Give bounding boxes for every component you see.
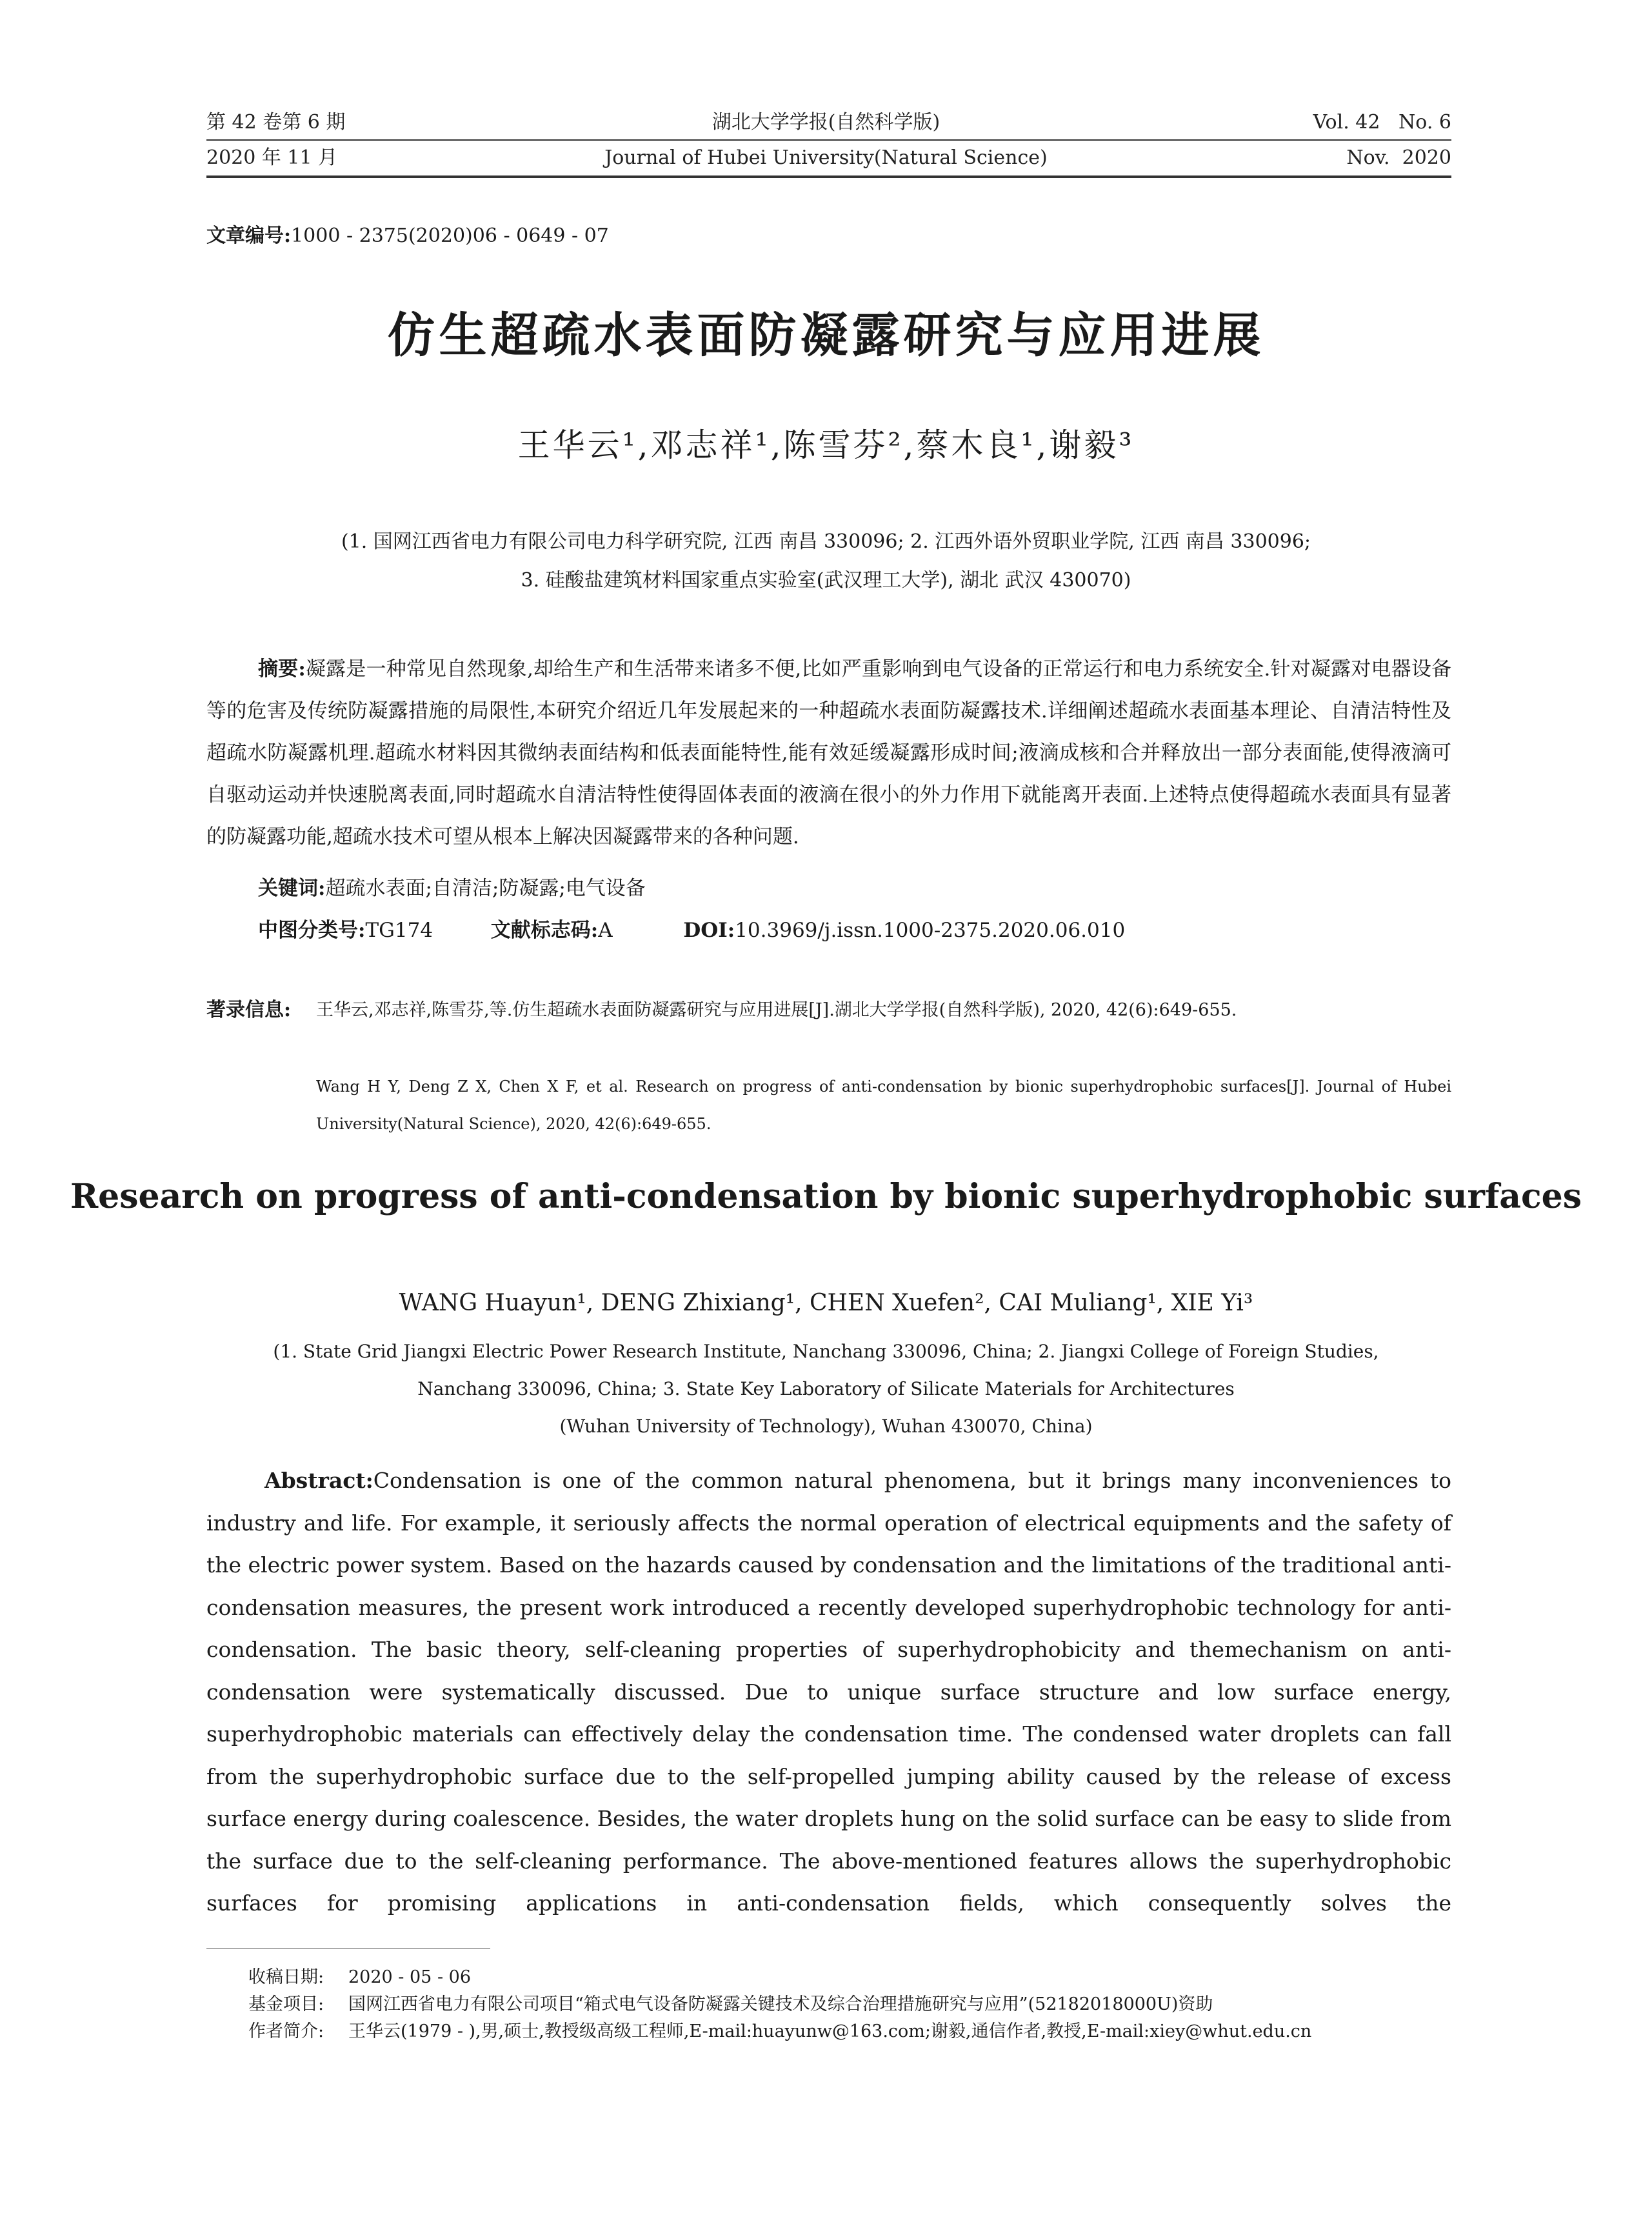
header-journal-cn: 湖北大学学报(自然科学版) [712,111,940,134]
abstract-en [206,1459,1451,1925]
classification-line [258,916,1125,945]
clc-label: 中图分类号: [258,919,366,942]
article-number [206,219,609,248]
header-rule-thick [206,175,1451,178]
citation-label: 著录信息: [206,999,292,1021]
doc-code-value: A [598,919,613,942]
abstract-cn [206,648,1451,858]
header-date-en: Nov. 2020 [1346,146,1451,169]
abstract-cn-label: 摘要: [258,657,306,681]
keywords-cn [258,874,646,903]
affiliation-en-line-1: (1. State Grid Jiangxi Electric Power Research Institute, Nanchang 330096, China; 2. Jiangxi College of Foreign Studies, [273,1341,1379,1362]
received-date: 2020 - 05 - 06 [348,1967,472,1987]
header-date-cn: 2020 年 11 月 [206,146,338,169]
authors-en: WANG Huayun¹, DENG Zhixiang¹, CHEN Xuefen², CAI Muliang¹, XIE Yi³ [399,1290,1253,1316]
header-volume-cn: 第 42 卷第 6 期 [206,111,346,134]
doi-label: DOI: [683,919,735,942]
affiliation-cn-line-1: (1. 国网江西省电力有限公司电力科学研究院, 江西 南昌 330096; 2. 江西外语外贸职业学院, 江西 南昌 330096; [341,530,1311,553]
doc-code-label: 文献标志码: [490,919,599,942]
bio-text: 王华云(1979 - ),男,硕士,教授级高级工程师,E-mail:huayunw@163.com;谢毅,通信作者,教授,E-mail:xiey@whut.edu.cn [348,2021,1312,2041]
affiliation-cn-line-2: 3. 硅酸盐建筑材料国家重点实验室(武汉理工大学), 湖北 武汉 430070) [521,569,1131,592]
received-label: 收稿日期: [248,1967,324,1987]
abstract-en-label: Abstract: [264,1468,373,1493]
affiliation-en-line-3: (Wuhan University of Technology), Wuhan 430070, China) [559,1416,1093,1437]
keywords-cn-label: 关键词: [258,877,326,900]
doi-value: 10.3969/j.issn.1000-2375.2020.06.010 [735,919,1126,942]
fund-label: 基金项目: [248,1994,324,2014]
header-journal-en: Journal of Hubei University(Natural Science) [604,146,1048,169]
article-number-value: 1000 - 2375(2020)06 - 0649 - 07 [291,225,609,247]
header-rule-thin [206,139,1451,141]
abstract-en-text: Condensation is one of the common natural phenomena, but it brings many inconveniences to industry and life. For example, it seriously affects the normal operation of electrical equipments and the safety of the electric power system. Based on the hazards caused by condensation and the limitations of the traditional anti-condensation measures, the present work introduced a recently developed superhydrophobic technology for anti-condensation. The basic theory, self-cleaning properties of superhydrophobicity and themechanism on anti-condensation were systematically discussed. Due to unique surface structure and low surface energy, superhydrophobic materials can effectively delay the condensation time. The condensed water droplets can fall from the superhydrophobic surface due to the self-propelled jumping ability caused by the release of excess surface energy during coalescence. Besides, the water droplets hung on the solid surface can be easy to slide from the surface due to the self-cleaning performance. The above-mentioned features allows the superhydrophobic surfaces for promising applications in anti-condensation fields, which consequently solves the [206,1468,1451,1916]
article-number-label: 文章编号: [206,225,292,247]
title-en: Research on progress of anti-condensation by bionic superhydrophobic surfaces [70,1177,1582,1216]
affiliation-en-line-2: Nanchang 330096, China; 3. State Key Laboratory of Silicate Materials for Architectures [417,1378,1235,1399]
abstract-cn-text: 凝露是一种常见自然现象,却给生产和生活带来诸多不便,比如严重影响到电气设备的正常运行和电力系统安全.针对凝露对电器设备等的危害及传统防凝露措施的局限性,本研究介绍近几年发展起来的一种超疏水表面防凝露技术.详细阐述超疏水表面基本理论、自清洁特性及超疏水防凝露机理.超疏水材料因其微纳表面结构和低表面能特性,能有效延缓凝露形成时间;液滴成核和合并释放出一部分表面能,使得液滴可自驱动运动并快速脱离表面,同时超疏水自清洁特性使得固体表面的液滴在很小的外力作用下就能离开表面.上述特点使得超疏水表面具有显著的防凝露功能,超疏水技术可望从根本上解决因凝露带来的各种问题. [206,657,1451,848]
title-cn: 仿生超疏水表面防凝露研究与应用进展 [387,308,1265,363]
clc-value: TG174 [365,919,433,942]
authors-cn: 王华云¹,邓志祥¹,陈雪芬²,蔡木良¹,谢毅³ [517,426,1135,464]
keywords-cn-text: 超疏水表面;自清洁;防凝露;电气设备 [325,877,646,900]
citation-cn: 王华云,邓志祥,陈雪芬,等.仿生超疏水表面防凝露研究与应用进展[J].湖北大学学报(自然科学版), 2020, 42(6):649-655. [316,1000,1237,1020]
fund-text: 国网江西省电力有限公司项目“箱式电气设备防凝露关键技术及综合治理措施研究与应用”(52182018000U)资助 [348,1994,1213,2014]
bio-label: 作者简介: [248,2021,324,2041]
header-volume-en: Vol. 42 No. 6 [1313,111,1451,134]
citation-en: Wang H Y, Deng Z X, Chen X F, et al. Research on progress of anti-condensation by bionic superhydrophobic surfaces[J]. Journal of Hubei University(Natural Science), 2020, 42(6):649-655. [316,1077,1451,1133]
